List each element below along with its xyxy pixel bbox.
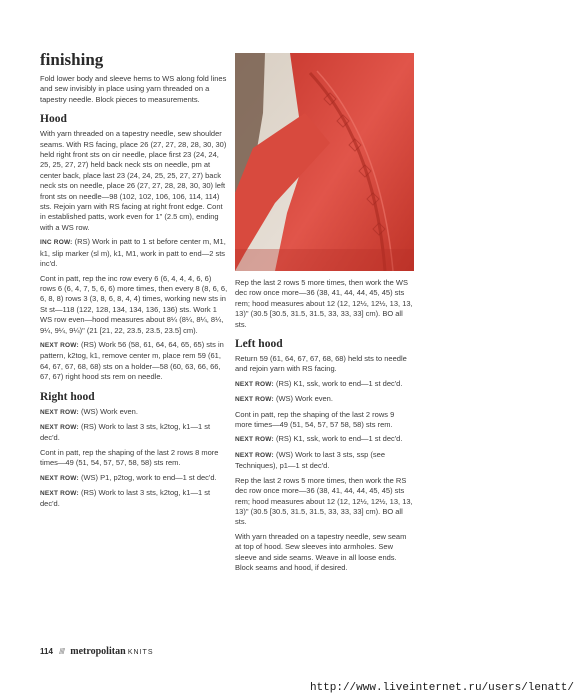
page-number: 114 — [40, 647, 53, 656]
final-finishing-paragraph: With yarn threaded on a tapestry needle, sew seam at top of hood. Sew sleeves into armholes. Sew sleeve and side seams. Weave in all loose ends. Block seams and hood, if desired. — [235, 531, 407, 572]
sweater-photo — [235, 53, 414, 271]
next-row-text: (RS) K1, ssk, work to end—1 st dec'd. — [273, 378, 403, 388]
next-row-text: (WS) Work even. — [78, 406, 138, 416]
right-hood-row-1 — [40, 407, 228, 418]
left-hood-row-1 — [235, 379, 413, 390]
sweater-photo-illustration — [235, 53, 414, 271]
next-row-text: (WS) Work to last 3 sts, ssp (see Techniques), p1—1 st dec'd. — [235, 449, 386, 471]
next-row-text: (RS) Work to last 3 sts, k2tog, k1—1 st dec'd. — [40, 488, 211, 509]
book-title: metropolitan — [70, 646, 126, 657]
page-title: finishing — [40, 50, 104, 69]
next-row-text: (RS) Work to last 3 sts, k2tog, k1—1 st dec'd. — [40, 421, 211, 443]
next-row-label: NEXT ROW: — [40, 341, 79, 349]
left-hood-row-4 — [235, 450, 413, 472]
next-row-label: NEXT ROW: — [40, 408, 79, 416]
next-row-label: NEXT ROW: — [40, 474, 79, 482]
next-row-text: (WS) Work even. — [273, 394, 333, 404]
inc-row-text: (RS) Work in patt to 1 st before center m, M1, k1, slip marker (sl m), k1, M1, work in patt to end—2 sts inc'd. — [40, 237, 226, 269]
source-url[interactable]: http://www.liveinternet.ru/users/lenatt/ — [309, 682, 574, 694]
left-hood-heading: Left hood — [235, 338, 283, 351]
footer-slashes: //// — [59, 647, 65, 656]
right-hood-row-4 — [40, 488, 228, 510]
left-hood-paragraph-2: Cont in patt, rep the shaping of the last 2 rows 9 more times—49 (51, 54, 57, 57 58, 58) sts rem. — [235, 409, 395, 430]
left-hood-row-2 — [235, 394, 413, 405]
hood-paragraph-1: With yarn threaded on a tapestry needle, sew shoulder seams. With RS facing, place 26 (27, 27, 28, 28, 30, 30) held right front sts on cir needle, place first 23 (24, 24, 25, 25, 27, 27) held back neck sts on needle, pm at center back, place last 23 (24, 24, 25, 25, 27, 27) back neck sts on needle, place 26 (27, 27, 28, 28, 30, 30) left front sts on needle—98 (102, 102, 106, 106, 114, 114) sts. Rejoin yarn with RS facing at right front edge. Cont in established patts, work even for 1" (2.5 cm), ending with a WS row. — [40, 129, 227, 232]
next-row-label: NEXT ROW: — [235, 396, 274, 404]
book-subtitle: KNITS — [127, 649, 154, 656]
next-row-label: NEXT ROW: — [40, 423, 79, 431]
right-hood-heading: Right hood — [40, 390, 95, 403]
left-hood-paragraph-1: Return 59 (61, 64, 67, 67, 68, 68) held sts to needle and rejoin yarn with RS facing. — [235, 354, 407, 374]
left-column — [40, 50, 228, 514]
page-footer — [40, 646, 154, 657]
next-row-label: NEXT ROW: — [235, 380, 274, 388]
right-hood-row-3 — [40, 473, 228, 484]
right-hood-row-2 — [40, 422, 228, 444]
right-hood-paragraph: Cont in patt, rep the shaping of the last 2 rows 8 more times—49 (51, 54, 57, 57, 58, 58) sts rem. — [40, 447, 219, 468]
left-hood-row-3 — [235, 434, 413, 445]
next-row-label: NEXT ROW: — [235, 451, 274, 459]
hood-paragraph-2: Cont in patt, rep the inc row every 6 (6, 4, 4, 4, 6, 6) rows 6 (6, 4, 7, 5, 6, 6) more times, then every 8 (8, 6, 6, 6, 8, 8) rows 3 (3, 8, 6, 8, 4, 4) times, working new sts in St st—118 (122, 128, 134, 134, 136, 136) sts. Work 1 WS row even—hood measures about 8¼ (8¼, 8¼, 8¼, 9¼, 9¼, 9¼)" (21 [21, 22, 23.5, 23.5, 23.5] cm). — [40, 273, 228, 335]
hood-next-row-paragraph — [40, 340, 228, 383]
next-row-label: NEXT ROW: — [40, 490, 79, 497]
next-row-label: NEXT ROW: — [235, 436, 274, 444]
inc-row-label: INC ROW: — [40, 239, 73, 247]
right-column — [235, 278, 413, 577]
next-row-text: (RS) K1, ssk, work to end—1 st dec'd. — [273, 434, 403, 444]
next-row-text: (WS) P1, p2tog, work to end—1 st dec'd. — [78, 472, 217, 482]
intro-paragraph: Fold lower body and sleeve hems to WS along fold lines and sew invisibly in place using yarn threaded on a tapestry needle. Block pieces to measurements. — [40, 74, 227, 104]
right-hood-continued: Rep the last 2 rows 5 more times, then work the WS dec row once more—36 (38, 41, 44, 44, 45, 45) sts rem; hood measures about 12 (12, 12½, 12½, 13, 13, 13)" (30.5 [30.5, 31.5, 31.5, 33, 33, 33] cm). BO all sts. — [235, 278, 413, 329]
left-hood-paragraph-3: Rep the last 2 rows 5 more times, then work the RS dec row once more—36 (38, 41, 44, 44, 45, 45) sts rem; hood measures about 12 (12, 12½, 12½, 13, 13, 13)" (30.5 [30.5, 31.5, 31.5, 33, 33, 33] cm). BO all sts. — [235, 475, 413, 527]
next-row-text: (RS) Work 56 (58, 61, 64, 64, 65, 65) sts in pattern, k2tog, k1, remove center m, place rem 59 (61, 64, 67, 67, 68, 68) sts on a holder—58 (60, 63, 66, 66, 67, 67) right hood sts rem on needle. — [40, 339, 224, 382]
inc-row-paragraph — [40, 237, 228, 269]
hood-heading: Hood — [40, 113, 67, 126]
